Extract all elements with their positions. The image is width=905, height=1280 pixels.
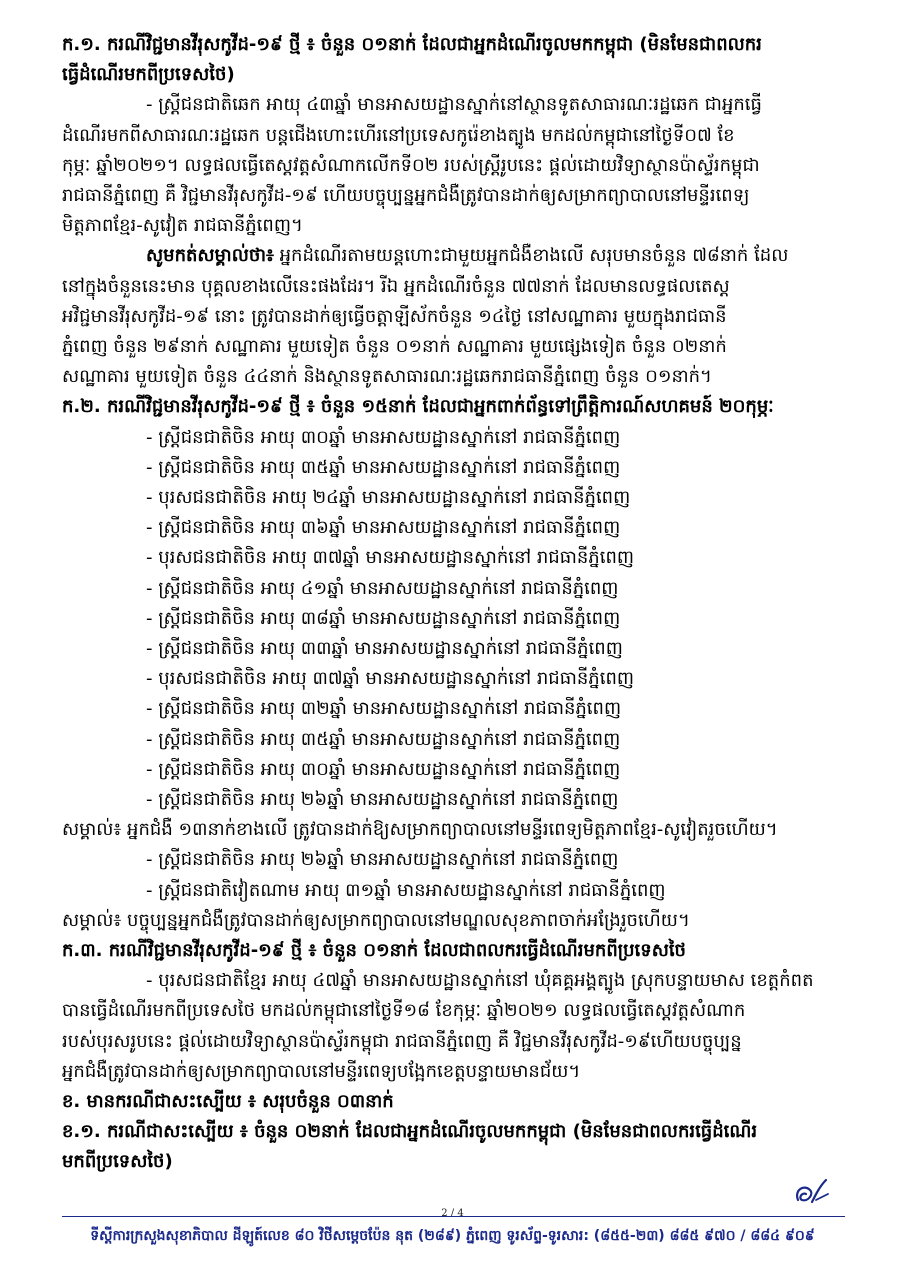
footer-contact: ទីស្តីការក្រសួងសុខាភិបាល ដីឡូត៍លេខ ៨០ វិថីសម្តេចប៉ែន នុត (២៨៩) ភ្នំពេញ ទូរស័ព្ទ-ទូរសារ: (៨៥៥-២៣) ៨៨៥ ៩៧០ / ៨៨៤ ៩០៩ xyxy=(90,1228,815,1244)
text-line xyxy=(146,90,762,120)
line-text: ដំណើរមកពីសាធារណៈរដ្ឋឆេក បន្តជើងហោះហើរនៅប្រទេសកូរ៉េខាងត្បូង មកដល់កម្ពុជានៅថ្ងៃទី០៧ ខែ xyxy=(62,124,735,146)
text-line xyxy=(62,30,762,60)
line-text: សណ្ឋាគារ មួយទៀត ចំនួន ៤៤នាក់ និងស្ថានទូតសាធារណៈរដ្ឋឆេករាជធានីភ្នំពេញ ចំនួន ០១នាក់។ xyxy=(62,366,712,388)
signature-mark-icon xyxy=(790,1176,846,1212)
page-number: 2 / 4 xyxy=(441,1208,464,1219)
text-line xyxy=(146,725,620,755)
line-text: ខ. មានករណីជាសះស្បើយ ៖ សរុបចំនួន ០៣នាក់ xyxy=(62,1091,394,1112)
line-text: - ស្ត្រីជនជាតិវៀតណាម អាយុ ៣១ឆ្នាំ មានអាសយដ្ឋានស្នាក់នៅ រាជធានីភ្នំពេញ xyxy=(146,879,666,901)
text-line xyxy=(146,694,621,724)
text-line xyxy=(62,60,235,90)
line-text: - ស្ត្រីជនជាតិចិន អាយុ ៣០ឆ្នាំ មានអាសយដ្ឋានស្នាក់នៅ រាជធានីភ្នំពេញ xyxy=(146,758,621,780)
text-line xyxy=(62,272,730,302)
text-line xyxy=(146,483,630,513)
line-text: - ស្ត្រីជនជាតិចិន អាយុ ៣៣ឆ្នាំ មានអាសយដ្ឋានស្នាក់នៅ រាជធានីភ្នំពេញ xyxy=(146,638,623,659)
line-text: - បុរសជនជាតិចិន អាយុ ២៤ឆ្នាំ មានអាសយដ្ឋានស្នាក់នៅ រាជធានីភ្នំពេញ xyxy=(146,487,631,508)
line-text: បានធ្វើដំណើរមកពីប្រទេសថៃ មកដល់កម្ពុជានៅថ្ងៃទី១៨ ខែកុម្ភៈ ឆ្នាំ២០២១ លទ្ធផលធ្វើតេស្តវត្តសំណាក xyxy=(62,1000,746,1022)
line-text: - បុរសជនជាតិចិន អាយុ ៣៧ឆ្នាំ មានអាសយដ្ឋានស្នាក់នៅ រាជធានីភ្នំពេញ xyxy=(146,547,635,569)
line-text: មកពីប្រទេសថៃ) xyxy=(62,1151,173,1173)
line-text: - ស្ត្រីជនជាតិចិន អាយុ ៣៨ឆ្នាំ មានអាសយដ្ឋានស្នាក់នៅ រាជធានីភ្នំពេញ xyxy=(146,607,621,629)
line-text: អវិជ្ជមានវីរុសកូវីដ-១៩ នោះ ត្រូវបានដាក់ឲ្យធ្វើចត្តាឡីស័កចំនួន ១៤ថ្ងៃ នៅសណ្ឋាគារ មួយក្នុងរាជធានី xyxy=(62,305,727,327)
text-line xyxy=(62,1057,580,1087)
line-text: អ្នកជំងឺត្រូវបានដាក់ឲ្យសម្រាកព្យាបាលនៅមន្ទីរពេទ្យបង្អែកខេត្តបន្ទាយមានជ័យ។ xyxy=(62,1060,581,1082)
text-line xyxy=(146,241,788,271)
line-text: កុម្ភៈ ឆ្នាំ២០២១។ លទ្ធផលធ្វើតេស្តវត្តសំណាកលើកទី០២ របស់ស្ត្រីរូបនេះ ផ្តល់ដោយវិទ្យាស្ថានប៉ាស្ទ័រកម្ពុជា xyxy=(62,154,760,176)
text-line xyxy=(62,362,712,392)
text-line xyxy=(62,815,778,845)
line-text: រាជធានីភ្នំពេញ គឺ វិជ្ជមានវីរុសកូវីដ-១៩ ហើយបច្ចុប្បន្នអ្នកជំងឺត្រូវបានដាក់ឲ្យសម្រាកព្យាបាលនៅមន្ទីរពេទ្យ xyxy=(62,185,750,206)
text-line xyxy=(146,966,814,996)
text-line xyxy=(62,121,735,151)
footer-divider xyxy=(62,1216,845,1217)
line-text: - ស្ត្រីជនជាតិចិន អាយុ ៤១ឆ្នាំ មានអាសយដ្ឋានស្នាក់នៅ រាជធានីភ្នំពេញ xyxy=(146,577,619,599)
text-line xyxy=(62,1147,173,1177)
text-line xyxy=(62,211,303,241)
text-line xyxy=(146,604,620,634)
text-line xyxy=(146,785,618,815)
text-line xyxy=(62,1117,757,1147)
text-line xyxy=(62,392,774,422)
text-line xyxy=(146,453,620,483)
text-line xyxy=(62,302,727,332)
line-text: ក.៣. ករណីវិជ្ជមានវីរុសកូវីដ-១៩ ថ្មី ៖ ចំនួន ០១នាក់ ដែលជាពលករធ្វើដំណើរមកពីប្រទេសថៃ xyxy=(62,940,686,961)
text-line xyxy=(146,755,620,785)
text-line xyxy=(62,996,745,1026)
line-text: សម្គាល់៖ បច្ចុប្បន្នអ្នកជំងឺត្រូវបានដាក់ឲ្យសម្រាកព្យាបាលនៅមណ្ឌលសុខភាពចាក់អង្រែរួចហើយ។ xyxy=(62,909,690,931)
line-text: - ស្ត្រីជនជាតិចិន អាយុ ៣០ឆ្នាំ មានអាសយដ្ឋានស្នាក់នៅ រាជធានីភ្នំពេញ xyxy=(146,426,621,448)
line-text: - ស្ត្រីជនជាតិចិន អាយុ ២៦ឆ្នាំ មានអាសយដ្ឋានស្នាក់នៅ រាជធានីភ្នំពេញ xyxy=(146,789,619,810)
text-line xyxy=(146,574,618,604)
line-text: សម្គាល់៖ អ្នកជំងឺ ១៣នាក់ខាងលើ ត្រូវបានដាក់ឱ្យសម្រាកព្យាបាលនៅមន្ទីរពេទ្យមិត្តភាពខ្មែរ-សូវៀតរួចហើយ។ xyxy=(62,819,778,841)
line-text: ក.២. ករណីវិជ្ជមានវីរុសកូវីដ-១៩ ថ្មី ៖ ចំនួន ១៥នាក់ ដែលជាអ្នកពាក់ព័ន្ធទៅព្រឹត្តិការណ៍សហគមន៍ ២០កុម្ភៈ xyxy=(62,396,774,418)
line-text: - ស្ត្រីជនជាតិចិន អាយុ ៣៥ឆ្នាំ មានអាសយដ្ឋានស្នាក់នៅ រាជធានីភ្នំពេញ xyxy=(146,456,621,478)
line-text: - ស្ត្រីជនជាតិឆេក អាយុ ៤៣ឆ្នាំ មានអាសយដ្ឋានស្នាក់នៅស្ថានទូតសាធារណៈរដ្ឋឆេក ជាអ្នកធ្វើ xyxy=(146,94,762,116)
text-line xyxy=(62,332,727,362)
line-text: នៅក្នុងចំនួននេះមាន បុគ្គលខាងលើនេះផងដែរ។ រីឯ អ្នកដំណើរចំនួន ៧៧នាក់ ដែលមានលទ្ធផលតេស្ត xyxy=(62,275,730,297)
line-text: - ស្ត្រីជនជាតិចិន អាយុ ៣៥ឆ្នាំ មានអាសយដ្ឋានស្នាក់នៅ រាជធានីភ្នំពេញ xyxy=(146,728,621,750)
line-text: ខ.១. ករណីជាសះស្បើយ ៖ ចំនួន ០២នាក់ ដែលជាអ្នកដំណើរចូលមកកម្ពុជា (មិនមែនជាពលករធ្វើដំណើរ xyxy=(62,1121,758,1143)
line-text: ក.១. ករណីវិជ្ជមានវីរុសកូវីដ-១៩ ថ្មី ៖ ចំនួន ០១នាក់ ដែលជាអ្នកដំណើរចូលមកកម្ពុជា (មិនមែនជាពលករ xyxy=(62,34,762,55)
line-text: ភ្នំពេញ ចំនួន ២៩នាក់ សណ្ឋាគារ មួយទៀត ចំនួន ០១នាក់ សណ្ឋាគារ មួយផ្សេងទៀត ចំនួន ០២នាក់ xyxy=(62,336,727,357)
text-line xyxy=(62,181,750,211)
text-line xyxy=(146,543,634,573)
line-text: - ស្ត្រីជនជាតិចិន អាយុ ៣៦ឆ្នាំ មានអាសយដ្ឋានស្នាក់នៅ រាជធានីភ្នំពេញ xyxy=(146,517,621,539)
line-text: - បុរសជនជាតិចិន អាយុ ៣៧ឆ្នាំ មានអាសយដ្ឋានស្នាក់នៅ រាជធានីភ្នំពេញ xyxy=(146,668,635,690)
text-line xyxy=(146,845,618,875)
line-text: មិត្តភាពខ្មែរ-សូវៀត រាជធានីភ្នំពេញ។ xyxy=(62,215,303,237)
text-line xyxy=(62,1087,394,1117)
text-line xyxy=(146,876,666,906)
text-line xyxy=(62,151,760,181)
text-line xyxy=(62,1027,742,1057)
line-text: - បុរសជនជាតិខ្មែរ អាយុ ៤៧ឆ្នាំ មានអាសយដ្ឋានស្នាក់នៅ ឃុំគគ្គអង្គត្បូង ស្រុកបន្ទាយមាស ខេត្តកំពត xyxy=(146,970,814,992)
text-line xyxy=(146,634,623,664)
text-line xyxy=(146,513,620,543)
text-line xyxy=(146,423,620,453)
line-text: អ្នកដំណើរតាមយន្តហោះជាមួយអ្នកជំងឺខាងលើ សរុបមានចំនួន ៧៨នាក់ ដែល xyxy=(273,245,789,267)
line-text: របស់បុរសរូបនេះ ផ្តល់ដោយវិទ្យាស្ថានប៉ាស្ទ័រកម្ពុជា រាជធានីភ្នំពេញ គឺ វិជ្ជមានវីរុសកូវីដ-១៩ហើយបច្ចុប្បន្ន xyxy=(62,1030,742,1052)
text-line xyxy=(62,906,690,936)
line-text: - ស្ត្រីជនជាតិចិន អាយុ ៣២ឆ្នាំ មានអាសយដ្ឋានស្នាក់នៅ រាជធានីភ្នំពេញ xyxy=(146,698,622,720)
note-lead: សូមកត់សម្គាល់ថា៖ xyxy=(146,245,274,267)
text-line xyxy=(62,936,686,966)
text-line xyxy=(146,664,634,694)
line-text: - ស្ត្រីជនជាតិចិន អាយុ ២៦ឆ្នាំ មានអាសយដ្ឋានស្នាក់នៅ រាជធានីភ្នំពេញ xyxy=(146,849,619,871)
line-text: ធ្វើដំណើរមកពីប្រទេសថៃ) xyxy=(62,64,235,86)
